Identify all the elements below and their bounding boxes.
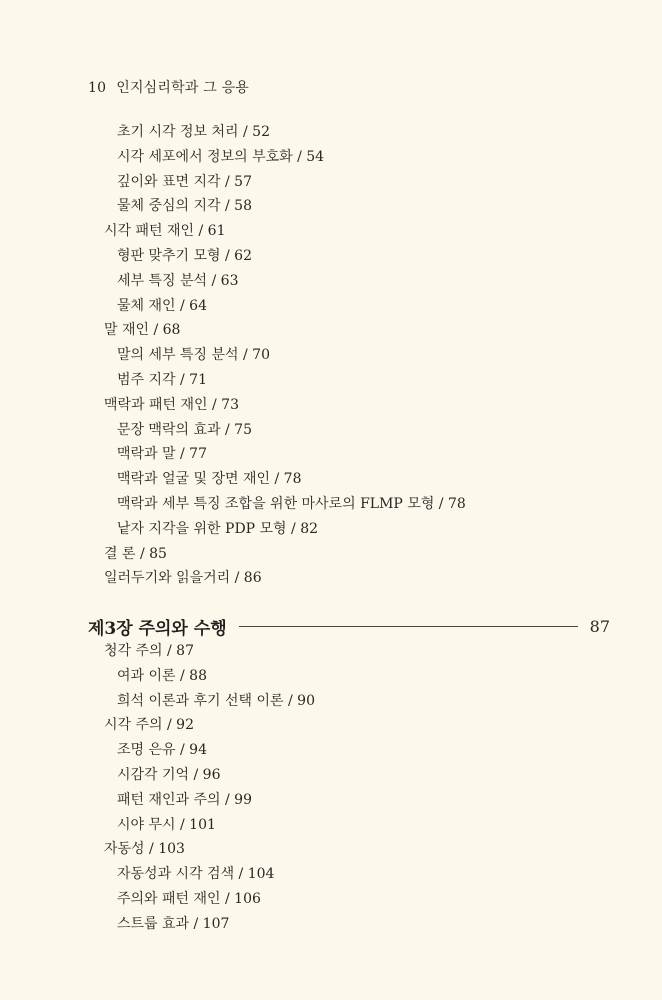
- toc-subsection-entry: 낱자 지각을 위한 PDP 모형 / 82: [117, 520, 319, 537]
- toc-subsection-entry: 주의와 패턴 재인 / 106: [117, 891, 261, 907]
- toc-subsection-entry: 맥락과 얼굴 및 장면 재인 / 78: [117, 471, 302, 488]
- chapter-page-number: 87: [589, 616, 610, 636]
- toc-subsection-entry: 시야 무시 / 101: [117, 816, 216, 833]
- toc-subsection-entry: 여과 이론 / 88: [117, 667, 207, 684]
- toc-subsection-entry: 문장 맥락의 효과 / 75: [117, 421, 252, 438]
- toc-subsection-entry: 말의 세부 특징 분석 / 70: [117, 347, 270, 364]
- toc-section-entry: 일러두기와 읽을거리 / 86: [104, 570, 262, 587]
- toc-section-entry: 맥락과 패턴 재인 / 73: [104, 396, 239, 413]
- page-number: 10: [88, 80, 107, 96]
- toc-subsection-entry: 희석 이론과 후기 선택 이론 / 90: [117, 692, 315, 709]
- toc-section-entry: 자동성 / 103: [104, 841, 185, 858]
- toc-section-entry: 시각 패턴 재인 / 61: [104, 223, 226, 240]
- toc-subsection-entry: 시감각 기억 / 96: [117, 767, 221, 783]
- running-head: [88, 77, 249, 97]
- toc-subsection-entry: 세부 특징 분석 / 63: [117, 272, 239, 289]
- toc-subsection-entry: 자동성과 시각 검색 / 104: [117, 866, 275, 883]
- toc-subsection-entry: 패턴 재인과 주의 / 99: [117, 791, 252, 808]
- toc-section-entry: 시각 주의 / 92: [104, 717, 194, 734]
- chapter-title: 제3장 주의와 수행: [88, 618, 227, 639]
- toc-section-entry: 결 론 / 85: [104, 545, 167, 562]
- toc-subsection-entry: 형판 맞추기 모형 / 62: [117, 248, 252, 264]
- toc-subsection-entry: 물체 중심의 지각 / 58: [117, 198, 252, 215]
- toc-subsection-entry: 물체 재인 / 64: [117, 297, 207, 314]
- toc-subsection-entry: 맥락과 세부 특징 조합을 위한 마사로의 FLMP 모형 / 78: [117, 496, 466, 512]
- toc-section-entry: 말 재인 / 68: [104, 322, 181, 339]
- toc-subsection-entry: 초기 시각 정보 처리 / 52: [117, 124, 270, 140]
- toc-subsection-entry: 범주 지각 / 71: [117, 372, 207, 388]
- chapter-heading: [88, 614, 610, 638]
- toc-subsection-entry: 맥락과 말 / 77: [117, 446, 207, 463]
- toc-subsection-entry: 깊이와 표면 지각 / 57: [117, 173, 252, 190]
- toc-subsection-entry: 시각 세포에서 정보의 부호화 / 54: [117, 148, 325, 165]
- toc-subsection-entry: 조명 은유 / 94: [117, 742, 207, 759]
- chapter-rule: [239, 626, 578, 627]
- toc-subsection-entry: 스트룹 효과 / 107: [117, 915, 230, 932]
- toc-section-entry: 청각 주의 / 87: [104, 643, 194, 659]
- book-title: 인지심리학과 그 응용: [116, 80, 250, 96]
